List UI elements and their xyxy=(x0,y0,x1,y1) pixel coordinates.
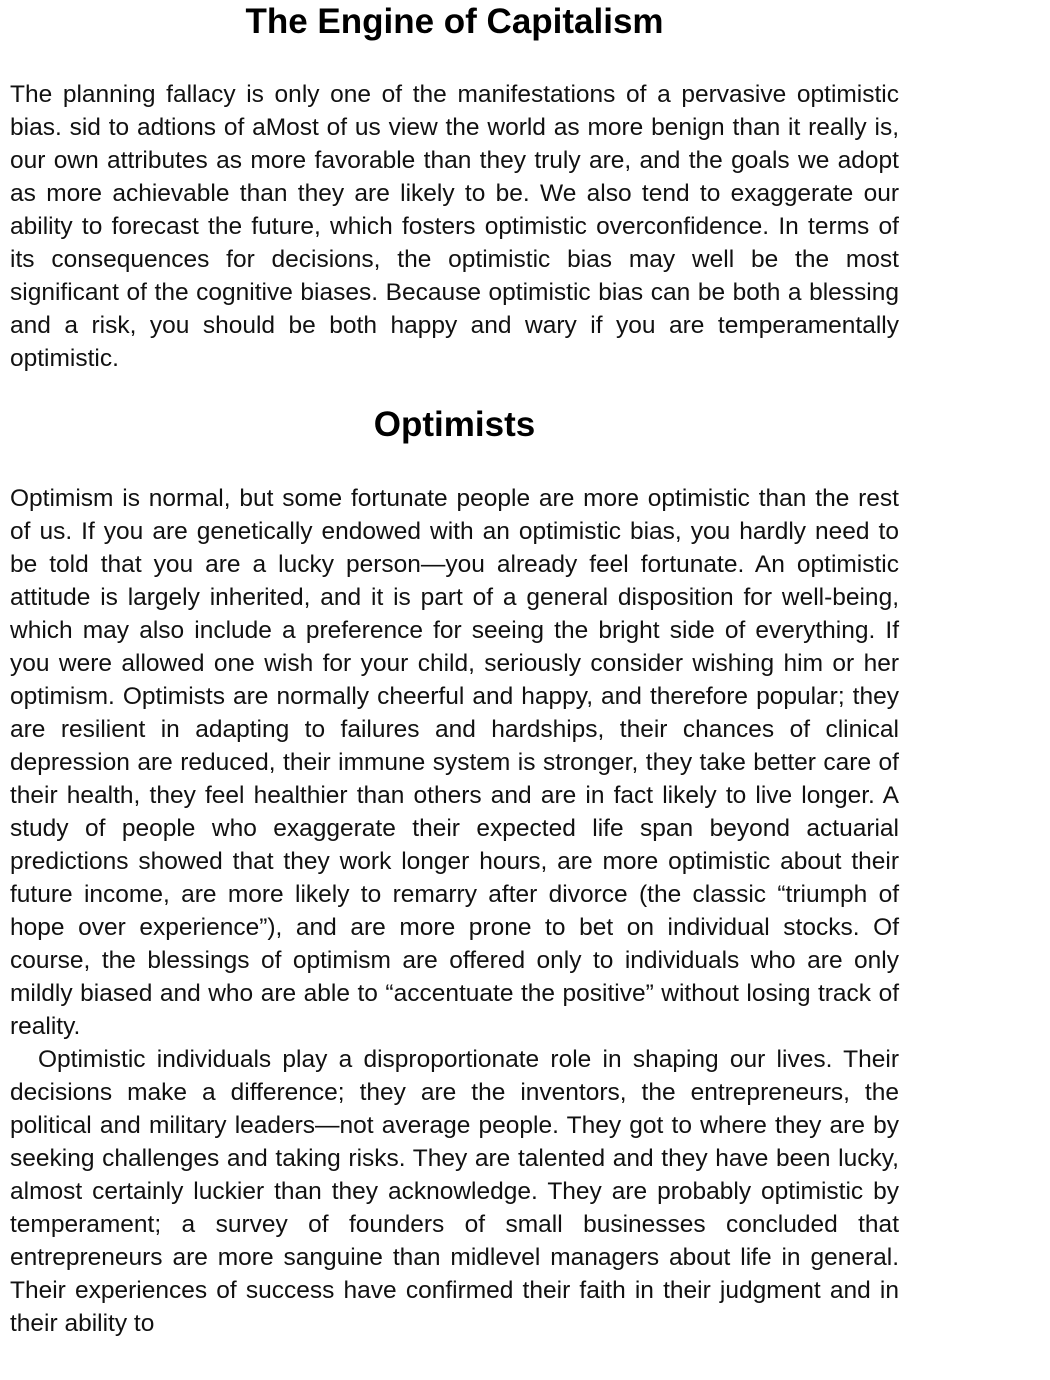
chapter-title: The Engine of Capitalism xyxy=(245,2,664,41)
section-paragraph: Optimistic individuals play a disproportionate role in shaping our lives. Their decisions make a difference; they are the inventors, the entrepreneurs, the political and military leaders—not average people. They got to where they are by seeking challenges and taking risks. They are talented and they have been lucky, almost certainly luckier than they acknowledge. They are probably optimistic by temperament; a survey of founders of small businesses concluded that entrepreneurs are more sanguine than midlevel managers about life in general. Their experiences of success have confirmed their faith in their judgment and in their ability to xyxy=(10,1046,899,1337)
section-title: Optimists xyxy=(373,405,536,444)
document-page xyxy=(10,0,899,1340)
section-paragraph: Optimism is normal, but some fortunate people are more optimistic than the rest of us. If you are genetically endowed with an optimistic bias, you hardly need to be told that you are a lucky person—you already feel fortunate. An optimistic attitude is largely inherited, and it is part of a general disposition for well-being, which may also include a preference for seeing the bright side of everything. If you were allowed one wish for your child, seriously consider wishing him or her optimism. Optimists are normally cheerful and happy, and therefore popular; they are resilient in adapting to failures and hardships, their chances of clinical depression are reduced, their immune system is stronger, they take better care of their health, they feel healthier than others and are in fact likely to live longer. A study of people who exaggerate their expected life span beyond actuarial predictions showed that they work longer hours, are more optimistic about their future income, are more likely to remarry after divorce (the classic “triumph of hope over experience”), and are more prone to bet on individual stocks. Of course, the blessings of optimism are offered only to individuals who are only mildly biased and who are able to “accentuate the positive” without losing track of reality. xyxy=(10,485,899,1040)
intro-paragraph: The planning fallacy is only one of the manifestations of a pervasive optimistic bias. sid to adtions of aMost of us view the world as more benign than it really is, our own attributes as more favorable than they truly are, and the goals we adopt as more achievable than they are likely to be. We also tend to exaggerate our ability to forecast the future, which fosters optimistic overconfidence. In terms of its consequences for decisions, the optimistic bias may well be the most significant of the cognitive biases. Because optimistic bias can be both a blessing and a risk, you should be both happy and wary if you are temperamentally optimistic. xyxy=(10,81,899,372)
